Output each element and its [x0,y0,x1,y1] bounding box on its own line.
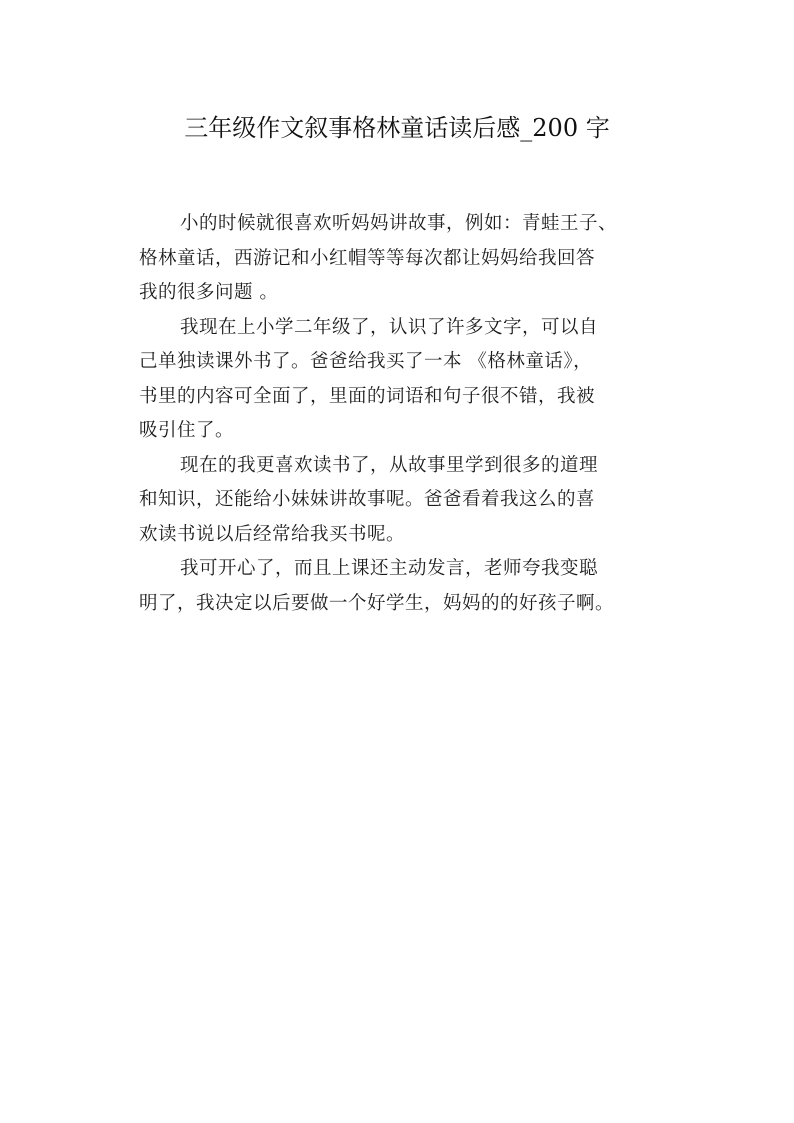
paragraph-4 [139,552,675,621]
paragraph-line: 明了，我决定以后要做一个好学生，妈妈的的好孩子啊。 [139,592,615,614]
document-body [139,207,675,621]
paragraph-2 [139,311,675,449]
paragraph-line: 欢读书说以后经常给我买书呢。 [139,523,406,545]
paragraph-line: 我的很多问题 。 [139,282,279,303]
paragraph-line: 我可开心了，而且上课还主动发言，老师夸我变聪 [180,558,599,579]
paragraph-line: 书里的内容可全面了，里面的词语和句子很不错，我被 [139,385,596,407]
paragraph-line: 我现在上小学二年级了，认识了许多文字，可以自 [180,316,599,338]
paragraph-line: 己单独读课外书了。爸爸给我买了一本 《格林童话》， [139,351,593,372]
paragraph-line: 小的时候就很喜欢听妈妈讲故事，例如：青蛙王子、 [180,213,618,234]
document-title: 三年级作文叙事格林童话读后感_200 字 [184,114,610,142]
paragraph-line: 吸引住了。 [139,420,235,441]
paragraph-1 [139,207,675,311]
paragraph-3 [139,449,675,553]
paragraph-line: 和知识，还能给小妹妹讲故事呢。爸爸看着我这么的喜 [139,489,596,510]
paragraph-line: 格林童话，西游记和小红帽等等每次都让妈妈给我回答 [139,247,596,269]
paragraph-line: 现在的我更喜欢读书了，从故事里学到很多的道理 [180,454,599,476]
